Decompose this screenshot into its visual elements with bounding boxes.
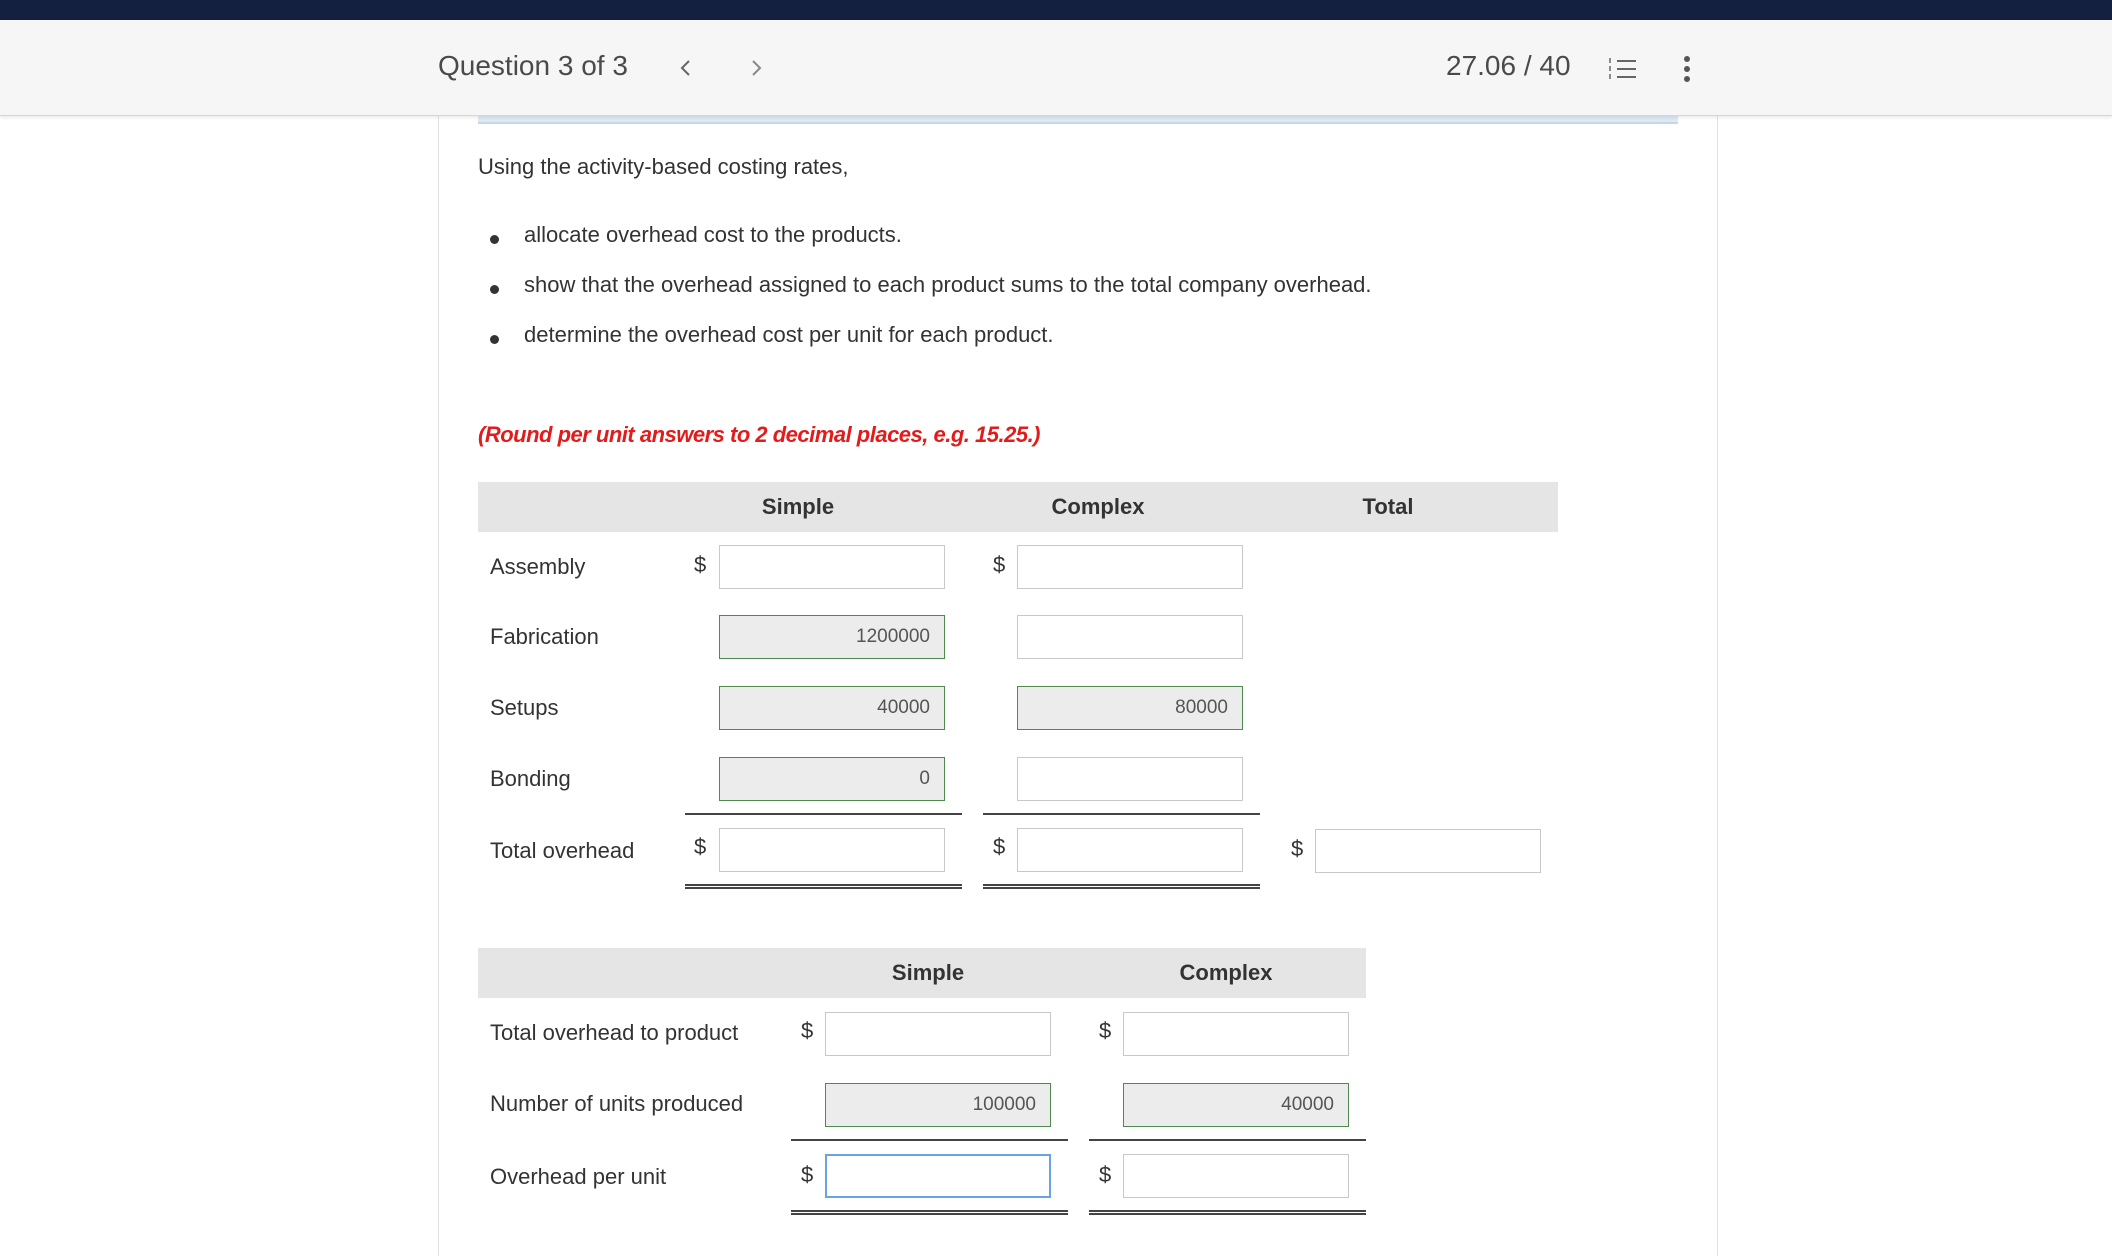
more-options-icon[interactable] bbox=[1672, 52, 1702, 86]
previous-question-button[interactable] bbox=[668, 50, 704, 86]
assembly-simple-input[interactable] bbox=[719, 545, 945, 589]
units-produced-simple-input[interactable] bbox=[825, 1083, 1051, 1127]
overhead-to-product-complex-input[interactable] bbox=[1123, 1012, 1349, 1056]
chevron-right-icon bbox=[746, 58, 766, 78]
instruction-intro: Using the activity-based costing rates, bbox=[478, 154, 849, 179]
assembly-complex-input[interactable] bbox=[1017, 545, 1243, 589]
currency-symbol: $ bbox=[694, 834, 707, 859]
question-header bbox=[0, 20, 2112, 116]
overhead-per-unit-complex-input[interactable] bbox=[1123, 1154, 1349, 1198]
column-header-simple: Simple bbox=[891, 960, 965, 985]
total-overhead-total-input[interactable] bbox=[1315, 829, 1541, 873]
list-item: determine the overhead cost per unit for each product. bbox=[478, 322, 1678, 372]
allocation-table-header bbox=[478, 482, 1558, 532]
top-bar bbox=[0, 0, 2112, 20]
setups-simple-input[interactable] bbox=[719, 686, 945, 730]
sum-line bbox=[983, 813, 1260, 815]
currency-symbol: $ bbox=[993, 834, 1006, 859]
bonding-complex-input[interactable] bbox=[1017, 757, 1243, 801]
overhead-per-unit-simple-input[interactable] bbox=[825, 1154, 1051, 1198]
double-underline bbox=[791, 1210, 1068, 1215]
column-header-complex: Complex bbox=[1179, 960, 1273, 985]
chevron-left-icon bbox=[676, 58, 696, 78]
column-header-total: Total bbox=[1362, 494, 1414, 519]
row-label-assembly: Assembly bbox=[490, 554, 586, 579]
question-list-icon[interactable] bbox=[1606, 52, 1640, 86]
row-label-setups: Setups bbox=[490, 695, 559, 720]
currency-symbol: $ bbox=[801, 1162, 814, 1187]
overhead-to-product-simple-input[interactable] bbox=[825, 1012, 1051, 1056]
row-label-total-overhead-to-product: Total overhead to product bbox=[490, 1020, 739, 1045]
total-overhead-complex-input[interactable] bbox=[1017, 828, 1243, 872]
question-info-strip bbox=[478, 116, 1678, 124]
instruction-list bbox=[478, 222, 1678, 372]
row-label-fabrication: Fabrication bbox=[490, 624, 599, 649]
list-item: allocate overhead cost to the products. bbox=[478, 222, 1678, 272]
row-label-units-produced: Number of units produced bbox=[490, 1091, 744, 1116]
currency-symbol: $ bbox=[993, 552, 1006, 577]
column-header-simple: Simple bbox=[761, 494, 835, 519]
score-display: 27.06 / 40 bbox=[1446, 50, 1571, 81]
setups-complex-input[interactable] bbox=[1017, 686, 1243, 730]
currency-symbol: $ bbox=[1099, 1162, 1112, 1187]
double-underline bbox=[685, 884, 962, 889]
double-underline bbox=[983, 884, 1260, 889]
rounding-note: (Round per unit answers to 2 decimal places, e.g. 15.25.) bbox=[478, 422, 1041, 447]
per-unit-table-header bbox=[478, 948, 1366, 998]
row-label-total-overhead: Total overhead bbox=[490, 838, 635, 863]
fabrication-complex-input[interactable] bbox=[1017, 615, 1243, 659]
bonding-simple-input[interactable] bbox=[719, 757, 945, 801]
sum-line bbox=[791, 1139, 1068, 1141]
currency-symbol: $ bbox=[801, 1018, 814, 1043]
sum-line bbox=[1089, 1139, 1366, 1141]
fabrication-simple-input[interactable] bbox=[719, 615, 945, 659]
currency-symbol: $ bbox=[1291, 836, 1304, 861]
question-counter: Question 3 of 3 bbox=[438, 50, 628, 81]
list-item: show that the overhead assigned to each product sums to the total company overhead. bbox=[478, 272, 1678, 322]
column-header-complex: Complex bbox=[1051, 494, 1145, 519]
row-label-overhead-per-unit: Overhead per unit bbox=[490, 1164, 667, 1189]
row-label-bonding: Bonding bbox=[490, 766, 571, 791]
total-overhead-simple-input[interactable] bbox=[719, 828, 945, 872]
next-question-button[interactable] bbox=[738, 50, 774, 86]
currency-symbol: $ bbox=[1099, 1018, 1112, 1043]
double-underline bbox=[1089, 1210, 1366, 1215]
sum-line bbox=[685, 813, 962, 815]
units-produced-complex-input[interactable] bbox=[1123, 1083, 1349, 1127]
currency-symbol: $ bbox=[694, 552, 707, 577]
